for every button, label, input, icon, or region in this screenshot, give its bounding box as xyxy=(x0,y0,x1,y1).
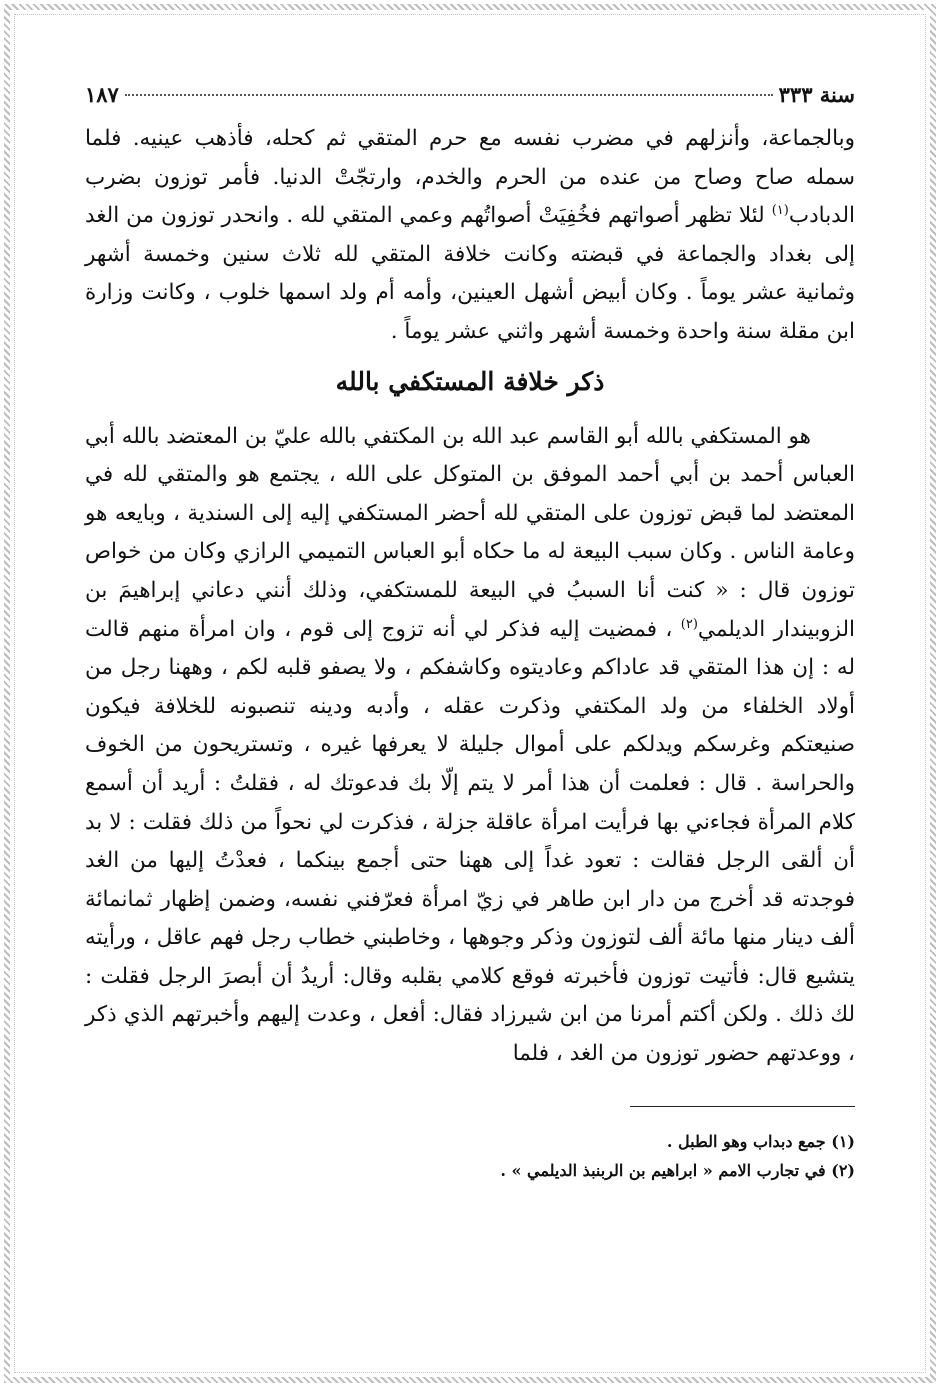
page-number: ١٨٧ xyxy=(85,82,119,107)
footnote-2: (٢) في تجارب الامم « ابراهيم بن الربنبذ الديلمي » . xyxy=(500,1160,855,1180)
header-year-title: سنة ٣٣٣ xyxy=(778,82,855,107)
running-header xyxy=(85,82,855,120)
paragraph-2-text-a: هو المستكفي بالله أبو القاسم عبد الله بن المكتفي بالله عليّ بن المعتضد بالله أبي العباس أحمد بن أبي أحمد الموفق بن المتوكل على الله ، يجتمع هو والمتقي لله في المعتضد لما قبض توزون على المتقي لله أحضر المستكفي إليه إلى السندية ، وبايعه هو وعامة الناس . وكان سبب البيعة له ما حكاه أبو العباس التميمي الرازي وكان من خواص توزون قال : « كنت أنا السببُ في البيعة للمستكفي، وذلك أنني دعاني إبراهيمَ بن الزوبيندار الديلمي xyxy=(84,423,855,642)
paragraph-1 xyxy=(85,120,855,352)
header-dotted-leader xyxy=(125,94,773,96)
footnote-marker-1[interactable]: (١) xyxy=(771,203,789,219)
paragraph-1-text-a: وبالجماعة، وأنزلهم في مضرب نفسه مع حرم المتقي ثم كحله، فأذهب عينيه. فلما سمله صاح وصاح من عنده من الحرم والخدم، وارتجّتْ الدنيا. فأمر توزون بضرب الدبادب xyxy=(85,126,855,229)
paragraph-2-text-b: ، فمضيت إليه فذكر لي أنه تزوج إلى قوم ، وان امرأة منهم قالت له : إن هذا المتقي قد عاداكم وعاديتوه وكاشفكم ، ولا يصفو قلبه لكم ، وههنا رجل من أولاد الخلفاء من ولد المكتفي وذكرت عقله ، وأدبه ودينه تنصبونه للخلافة فيكون صنيعتكم وغرسكم ويدلكم على أموال جليلة لا يعرفها غيره ، وتستريحون من الخوف والحراسة . قال : فعلمت أن هذا أمر لا يتم إلّا بك فدعوتك له ، فقلتُ : أريد أن أسمع كلام المرأة فجاءني بها فرأيت امرأة عاقلة جزلة ، فذكرت لي نحواً من ذلك فقلت : لا بد أن ألقى الرجل فقالت : تعود غداً إلى ههنا حتى أجمع بينكما ، فعدْتُ إليها من الغد فوجدته قد أخرج من دار ابن طاهر في زيّ امرأة فعرّفني نفسه، وضمن إظهار ثمانمائة ألف دينار منها مائة ألف لتوزون وذكر وجوهها ، وخاطبني خطاب رجل فهم عاقل ، ورأيته يتشيع قال: فأتيت توزون فأخبرته فوقع كلامي بقلبه وقال: أريدُ أن أبصرَ الرجل فقلت : لك ذلك . ولكن أكتم أمرنا من ابن شيرزاد فقال: أفعل ، وعدت إليهم وأخبرتهم الذي ذكر ، ووعدتهم حضور توزون من الغد ، فلما xyxy=(85,616,855,1067)
section-heading: ذكر خلافة المستكفي بالله xyxy=(335,366,605,396)
footnote-1: (١) جمع دبداب وهو الطبل . xyxy=(666,1131,855,1151)
paragraph-2 xyxy=(85,418,855,1074)
book-page xyxy=(85,82,855,1185)
footnote-marker-2[interactable]: (٢) xyxy=(680,616,698,632)
paragraph-1-text-b: لئلا تظهر أصواتهم فخُفِيَتْ أصواتُهم وعمي المتقي لله . وانحدر توزون من الغد إلى بغداد والجماعة في قبضته وكانت خلافة المتقي لله ثلاث سنين وخمسة أشهر وثمانية عشر يوماً . وكان أبيض أشهل العينين، وأمه أم ولد اسمها خلوب ، وكانت وزارة ابن مقلة سنة واحدة وخمسة أشهر واثني عشر يوماً . xyxy=(85,203,855,344)
footnote-separator xyxy=(630,1106,855,1107)
